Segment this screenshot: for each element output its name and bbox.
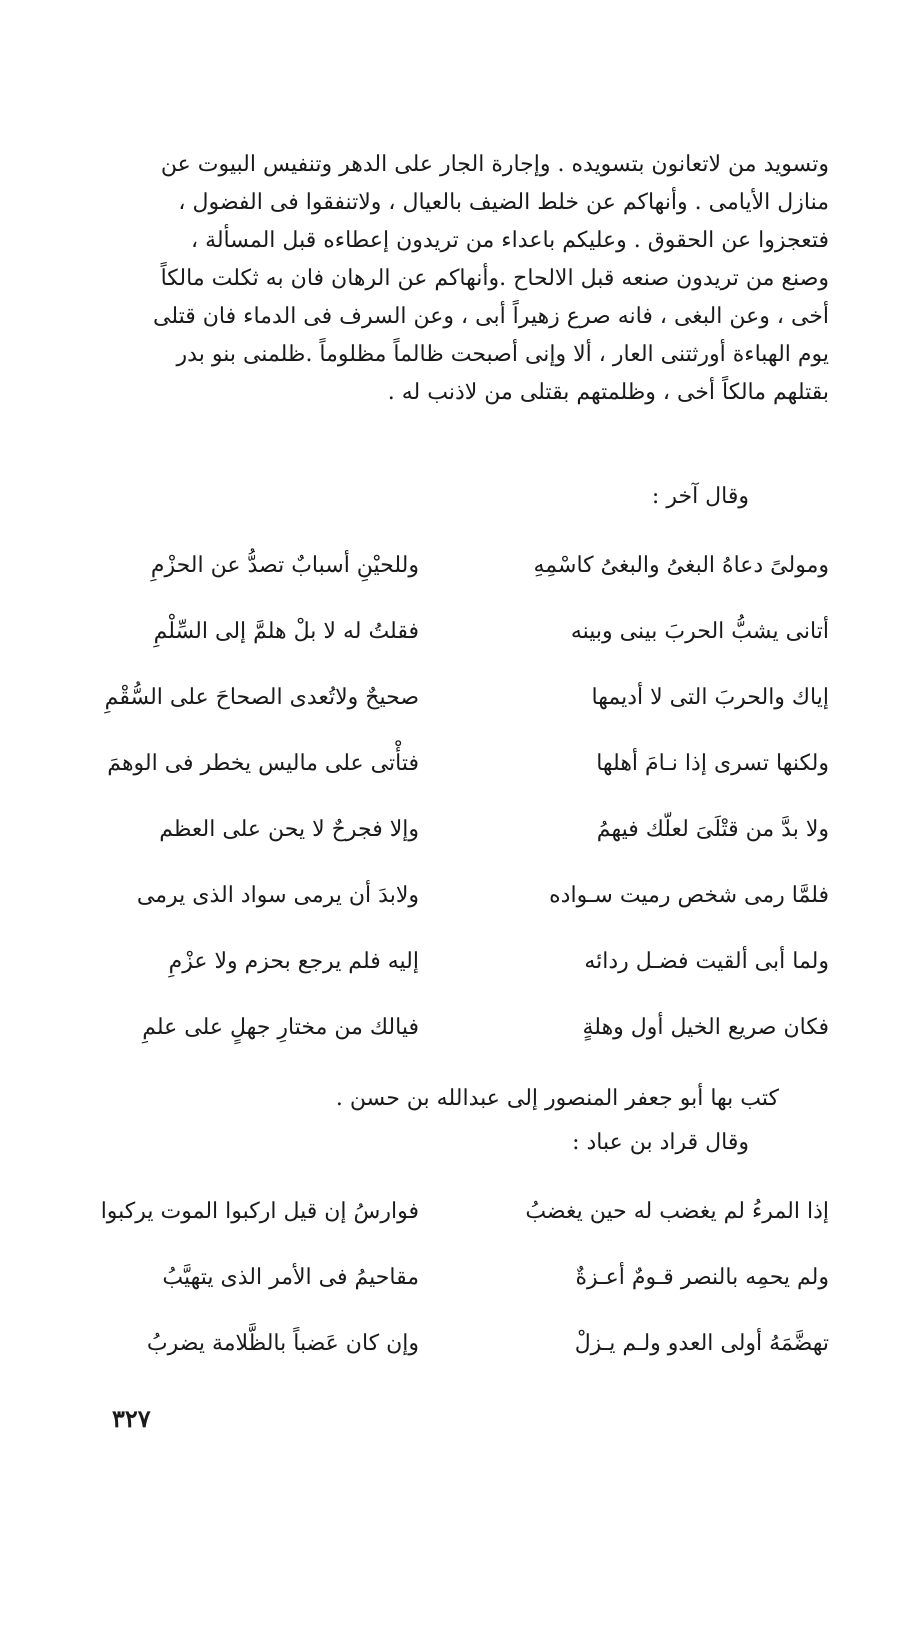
poem-intro-heading: وقال قراد بن عباد : [572,1130,749,1155]
verse-second-hemistich: صحيحٌ ولاتُعدى الصحاحَ على السُّقْمِ [104,685,419,710]
verse-first-hemistich: ولكنها تسرى إذا نـامَ أهلها [596,751,829,776]
verse-first-hemistich: إذا المرءُ لم يغضب له حين يغضبُ [525,1199,829,1224]
verse-first-hemistich: ولما أبى ألقيت فضـل ردائه [584,949,829,974]
prose-line: أخى ، وعن البغى ، فانه صرع زهيراً أبى ، وعن السرف فى الدماء فان قتلى [152,304,829,329]
verse-line [79,810,829,876]
verse-line [79,744,829,810]
verse-line [79,1324,829,1390]
verse-first-hemistich: ولا بدَّ من قتْلَىَ لعلّك فيهمُ [596,817,829,842]
verse-second-hemistich: فوارسُ إن قيل اركبوا الموت يركبوا [100,1199,419,1224]
prose-line: فتعجزوا عن الحقوق . وعليكم باعداء من تريدون إعطاءه قبل المسألة ، [190,228,829,253]
verse-first-hemistich: فلمَّا رمى شخص رميت سـواده [549,883,829,908]
verse-line [79,678,829,744]
poem-intro-heading: وقال آخر : [651,484,749,509]
verse-line [79,942,829,1008]
verse-second-hemistich: فيالك من مختارِ جهلٍ على علمِ [142,1015,419,1040]
verse-second-hemistich: وللحيْنِ أسبابٌ تصدُّ عن الحزْمِ [150,553,419,578]
attribution-note: كتب بها أبو جعفر المنصور إلى عبدالله بن حسن . [335,1086,779,1111]
verse-line [79,1258,829,1324]
verse-line [79,546,829,612]
verse-second-hemistich: وإن كان عَضباً بالظَّلامة يضربُ [146,1331,419,1356]
verse-first-hemistich: فكان صريع الخيل أول وهلةٍ [582,1015,829,1040]
poem-second [79,1192,829,1390]
prose-line: وتسويد من لاتعانون بتسويده . وإجارة الجار على الدهر وتنفيس البيوت عن [160,152,829,177]
verse-first-hemistich: أتانى يشبُّ الحربَ بينى وبينه [570,619,829,644]
prose-line: يوم الهباءة أورثتنى العار ، ألا وإنى أصبحت ظالماً مظلوماً .ظلمنى بنو بدر [176,342,829,367]
prose-line: منازل الأيامى . وأنهاكم عن خلط الضيف بالعيال ، ولاتنفقوا فى الفضول ، [178,190,829,215]
prose-line: وصنع من تريدون صنعه قبل الالحاح .وأنهاكم عن الرهان فان به ثكلت مالكاً [160,266,829,291]
verse-first-hemistich: إياك والحربَ التى لا أديمها [591,685,829,710]
page-number: ٣٢٧ [112,1404,151,1433]
verse-line [79,612,829,678]
verse-first-hemistich: ومولىً دعاهُ البغىُ والبغىُ كاسْمِهِ [533,553,829,578]
verse-second-hemistich: مقاحيمُ فى الأمر الذى يتهيَّبُ [162,1265,419,1290]
verse-line [79,1008,829,1074]
prose-line: بقتلهم مالكاً أخى ، وظلمتهم بقتلى من لاذنب له . [387,380,829,405]
verse-second-hemistich: فقلتُ له لا بلْ هلمَّ إلى السِّلْمِ [153,619,419,644]
verse-line [79,1192,829,1258]
poem-first [79,546,829,1074]
verse-line [79,876,829,942]
verse-second-hemistich: إليه فلم يرجع بحزم ولا عزْمِ [168,949,419,974]
prose-paragraph [79,146,829,412]
verse-second-hemistich: فتأْتى على ماليس يخطر فى الوهمَ [107,751,419,776]
verse-second-hemistich: وإلا فجرحٌ لا يحن على العظم [159,817,419,842]
verse-first-hemistich: تهضَّمَهُ أولى العدو ولـم يـزلْ [574,1331,829,1356]
verse-second-hemistich: ولابدَ أن يرمى سواد الذى يرمى [136,883,419,908]
verse-first-hemistich: ولم يحمِه بالنصر قـومٌ أعـزةٌ [575,1265,829,1290]
